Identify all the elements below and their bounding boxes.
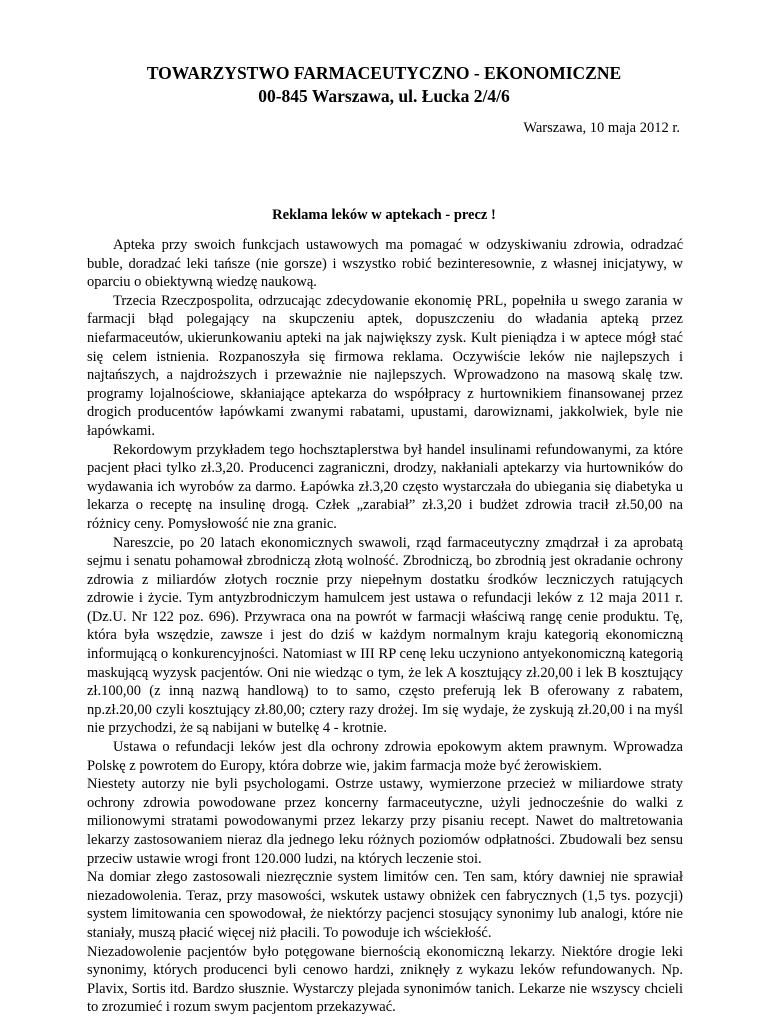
paragraph: Niezadowolenie pacjentów było potęgowane biernością ekonomiczną lekarzy. Niektóre drogie leki synonimy, których producenci byli cenowo hardzi, zniknęły z wykazu leków refundowanych. Np. Plavix, Sortis itd. Bardzo słusznie. Wystarczy plejada synonimów tanich. Lekarze nie wszyscy chcieli to zrozumieć i rozum swym pacjentom przekazywać. bbox=[87, 943, 683, 1016]
paragraph: Apteka przy swoich funkcjach ustawowych ma pomagać w odzyskiwaniu zdrowia, odradzać buble, doradzać leki tańsze (nie gorsze) i wszystko robić bezinteresownie, z własnej inicjatywy, w oparciu o obiektywną wiedzę naukową. bbox=[87, 237, 683, 291]
document-title: Reklama leków w aptekach - precz ! bbox=[272, 207, 496, 223]
organization-name: TOWARZYSTWO FARMACEUTYCZNO - EKONOMICZNE bbox=[146, 63, 622, 83]
paragraph: Nareszcie, po 20 latach ekonomicznych swawoli, rząd farmaceutyczny zmądrzał i za aprobatą sejmu i senatu pohamował zbrodniczą złotą wolność. Zbrodniczą, bo zbrodnią jest okradanie ochrony zdrowia z miliardów złotych rocznie przy niepełnym dostatku środków leczniczych ratujących zdrowie i życie. Tym antyzbrodniczym hamulcem jest ustawa o refundacji leków z 12 maja 2011 r. (Dz.U. Nr 122 poz. 696). Przywraca ona na powrót w farmacji właściwą rangę cenie produktu. Tę, która była wszędzie, zawsze i jest do dziś w każdym normalnym kraju kategorią ekonomiczną informującą o konkurencyjności. Natomiast w III RP cenę leku uczyniono antyekonomiczną kategorią maskującą wyzysk pacjentów. Oni nie wiedząc o tym, że lek A kosztujący zł.20,00 i lek B kosztujący zł.100,00 (z inną nazwą handlową) to to samo, często preferują lek B oferowany z rabatem, np.zł.20,00 czyli kosztujący zł.80,00; cztery razy drożej. Im się wydaje, że zyskują zł.20,00 i na myśl nie przychodzi, że są nabijani w butelkę 4 - krotnie. bbox=[87, 534, 683, 737]
organization-address: 00-845 Warszawa, ul. Łucka 2/4/6 bbox=[258, 86, 510, 106]
paragraph: Ustawa o refundacji leków jest dla ochrony zdrowia epokowym aktem prawnym. Wprowadza Polskę z powrotem do Europy, która dobrze wie, jakim farmacja może być żerowiskiem. bbox=[87, 739, 683, 774]
document-body bbox=[87, 236, 683, 1017]
paragraph: Niestety autorzy nie byli psychologami. Ostrze ustawy, wymierzone przecież w miliardowe straty ochrony zdrowia powodowane przez koncerny farmaceutyczne, użyli jednocześnie do walki z milionowymi stratami powodowanymi przez lekarzy przy pisaniu recept. Nawet do maltretowania lekarzy zastosowaniem nieraz dla jednego leku różnych poziomów odpłatności. Zbudowali bez sensu przeciw ustawie wrogi front 120.000 ludzi, na których leczenie stoi. bbox=[87, 776, 683, 867]
paragraph: Na domiar złego zastosowali niezręcznie system limitów cen. Ten sam, który dawniej nie sprawiał niezadowolenia. Teraz, przy masowości, wskutek ustawy obniżek cen fabrycznych (1,5 tys. pozycji) system limitowania cen spowodował, że niektórzy pacjenci stosujący synonimy lub analogi, które nie staniały, muszą płacić więcej niż płacili. To powoduje ich wściekłość. bbox=[87, 869, 683, 941]
date-line: Warszawa, 10 maja 2012 r. bbox=[523, 120, 680, 136]
paragraph: Rekordowym przykładem tego hochsztaplerstwa był handel insulinami refundowanymi, za które pacjent płaci tylko zł.3,20. Producenci zagraniczni, drodzy, nakłaniali aptekarzy via hurtowników do wydawania ich wyrobów za darmo. Łapówka zł.3,20 często wystarczała do ubiegania się diabetyka u lekarza o receptę na insulinę drogą. Człek „zarabiał” zł.3,20 i budżet zdrowia tracił zł.50,00 na różnicy ceny. Pomysłowość nie zna granic. bbox=[87, 441, 683, 532]
paragraph: Trzecia Rzeczpospolita, odrzucając zdecydowanie ekonomię PRL, popełniła u swego zarania w farmacji błąd polegający na skupczeniu aptek, dopuszczeniu do władania apteką przez niefarmaceutów, ukierunkowaniu apteki na jak największy zysk. Kult pieniądza i w aptece mógł stać się celem istnienia. Rozpanoszyła się firmowa reklama. Oczywiście leków nie najlepszych i najtańszych, a najdroższych i przeważnie nie najlepszych. Wprowadzono na masową skalę tzw. programy lojalnościowe, skłaniające aptekarza do współpracy z hurtownikiem finansowanej przez drogich producentów łapówkami zwanymi rabatami, upustami, darowiznami, jakkolwiek, byle nie łapówkami. bbox=[87, 292, 683, 439]
